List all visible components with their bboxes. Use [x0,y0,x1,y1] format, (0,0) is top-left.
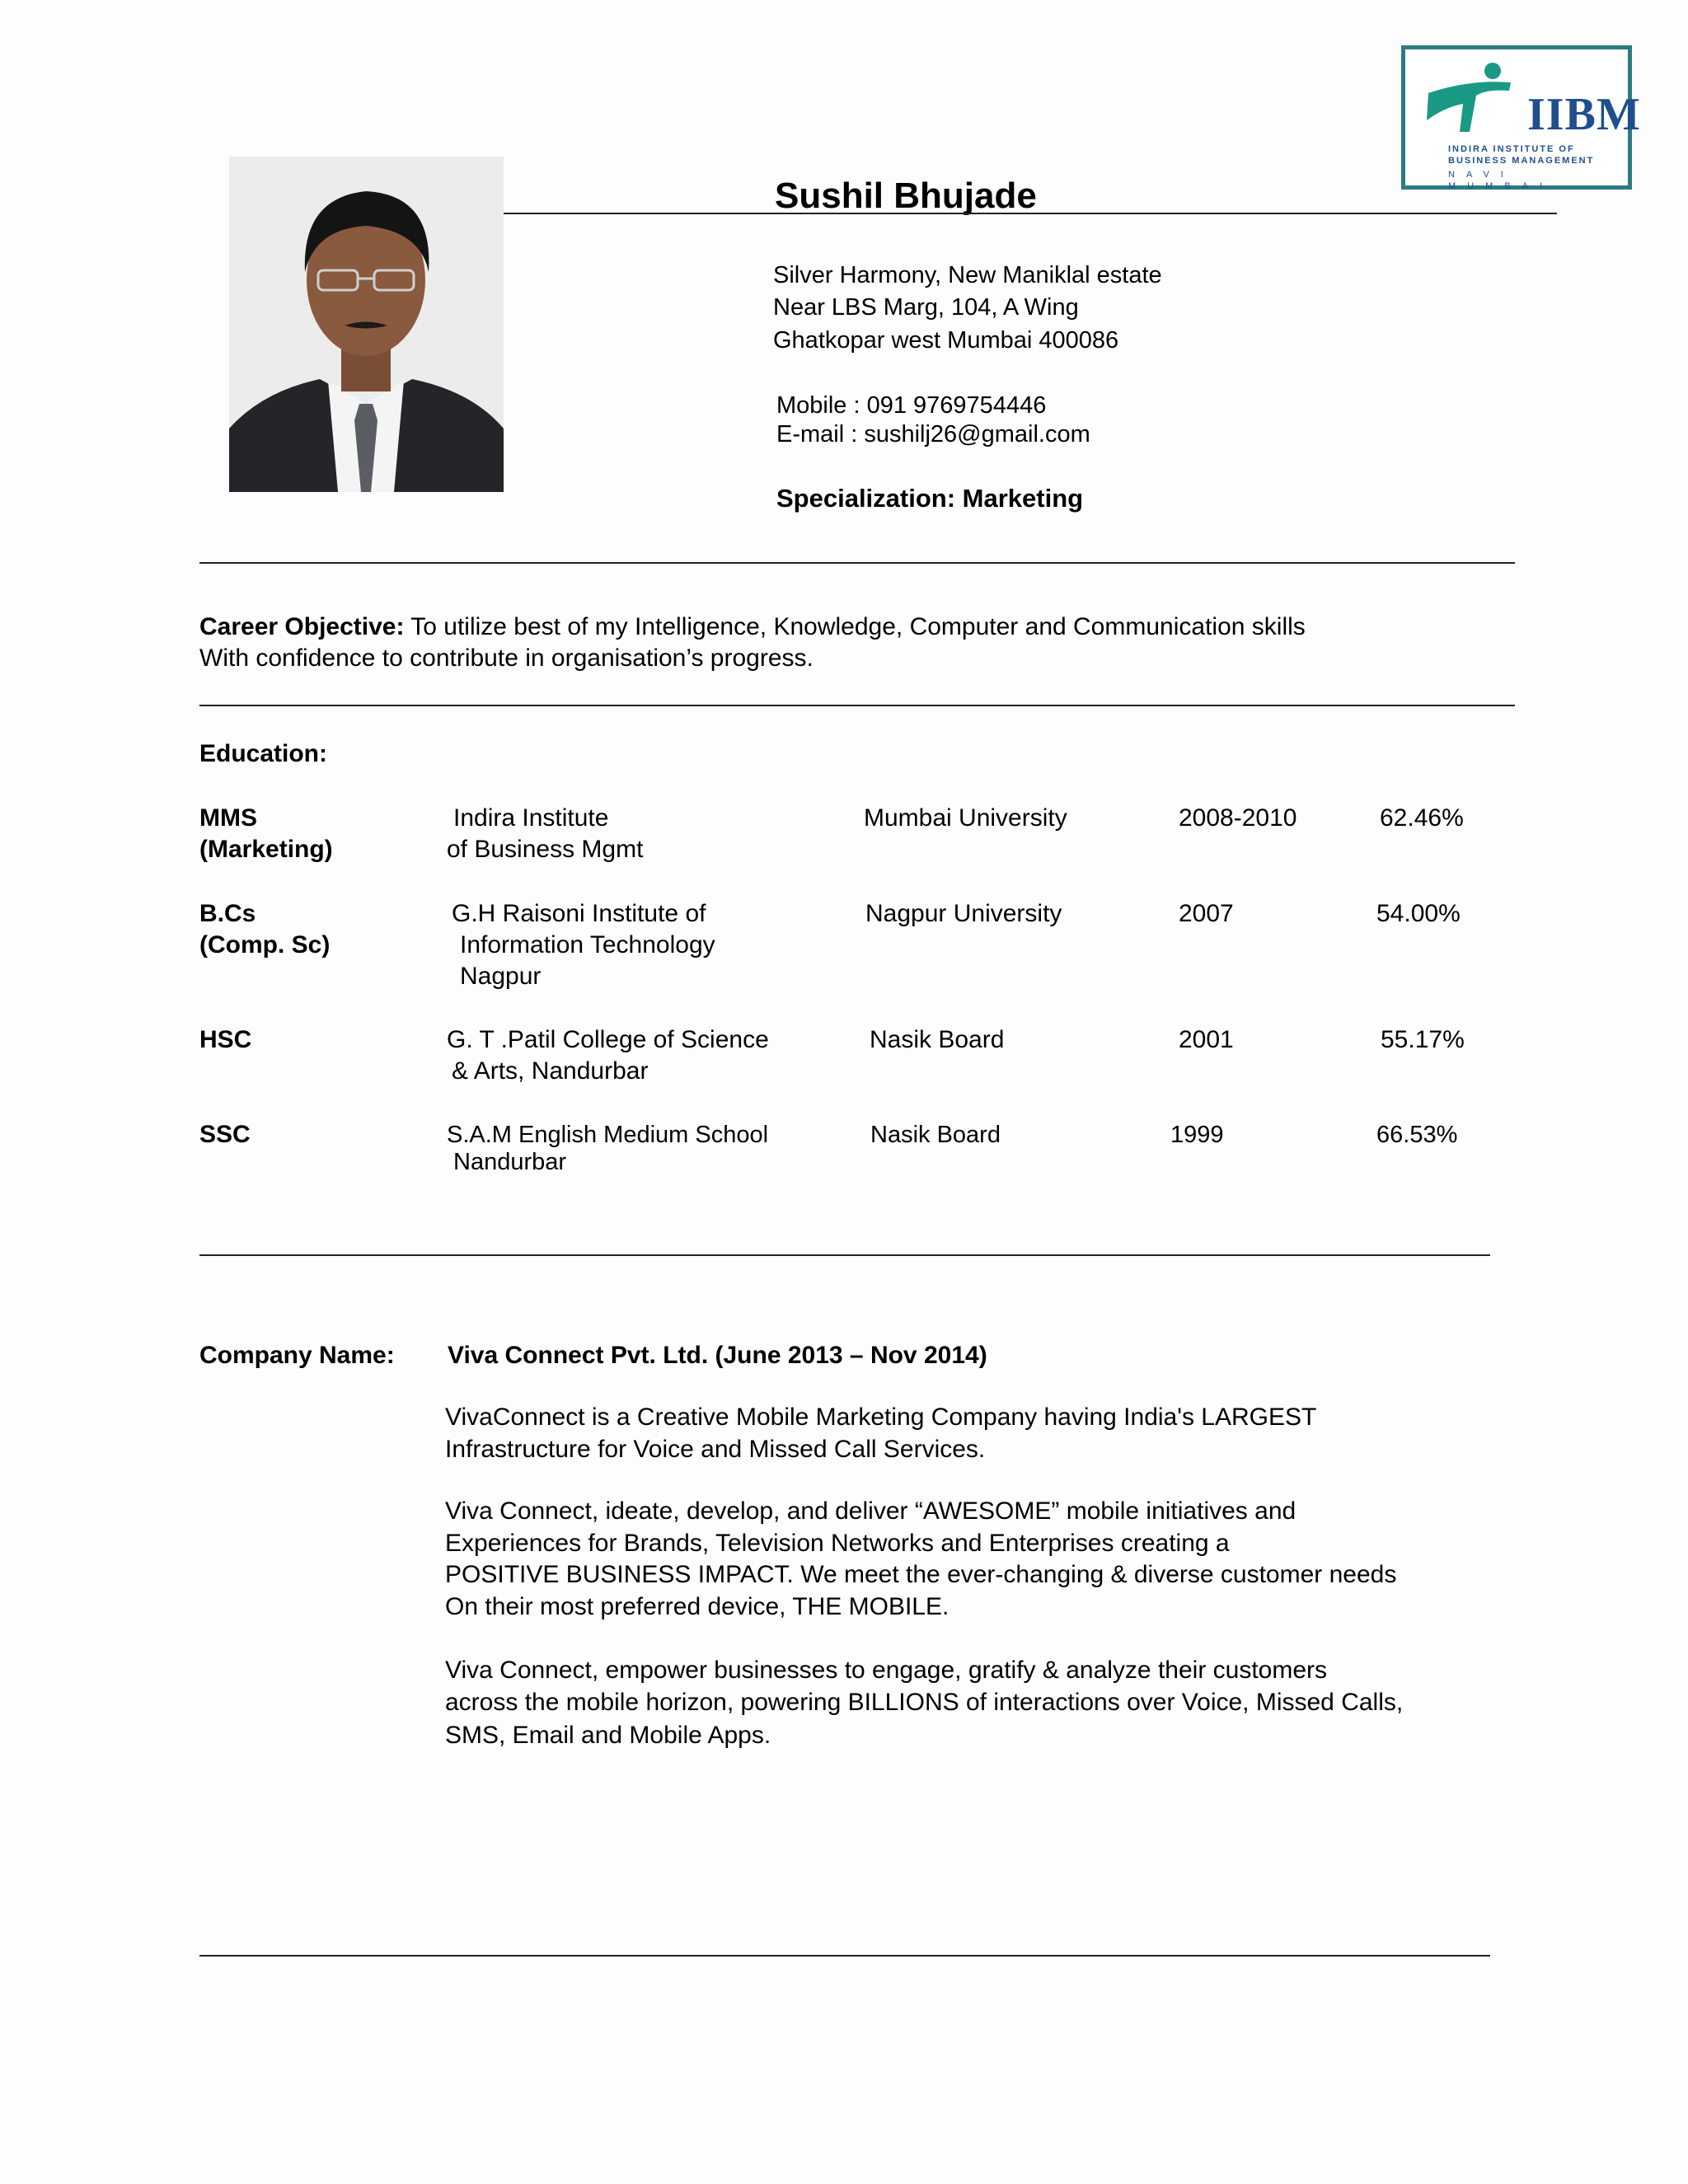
company-description-line: Experiences for Brands, Television Networks and Enterprises creating a [445,1530,1230,1557]
degree-name: SSC [199,1121,251,1148]
education-score: 54.00% [1376,900,1461,927]
company-description-line: POSITIVE BUSINESS IMPACT. We meet the ever-changing & diverse customer needs [445,1561,1397,1588]
section-divider [199,562,1515,564]
education-heading: Education: [199,740,327,767]
degree-name: B.Cs [199,900,256,927]
institute-name: G.H Raisoni Institute of [452,900,706,927]
header-divider [504,213,1557,214]
degree-specialization: (Marketing) [199,836,333,863]
address-line-1: Silver Harmony, New Maniklal estate [773,262,1162,288]
institute-name: & Arts, Nandurbar [452,1057,649,1085]
section-divider [199,1955,1490,1957]
candidate-name: Sushil Bhujade [775,176,1037,216]
logo-line-3: NAVI MUMBAI [1448,170,1554,191]
institute-name: Information Technology [460,931,715,958]
university-name: Nasik Board [870,1122,1001,1148]
career-objective-text: To utilize best of my Intelligence, Knowledge, Computer and Communication skills [404,613,1306,640]
profile-photo [229,157,504,492]
university-name: Nagpur University [865,900,1062,927]
mobile-number: Mobile : 091 9769754446 [776,392,1047,419]
degree-name: HSC [199,1026,252,1053]
company-description-line: Viva Connect, ideate, develop, and deliver “AWESOME” mobile initiatives and [445,1497,1296,1525]
address-line-2: Near LBS Marg, 104, A Wing [773,294,1079,321]
company-description-line: On their most preferred device, THE MOBILE. [445,1593,950,1620]
logo-brand-text: IIBM [1527,89,1641,140]
degree-specialization: (Comp. Sc) [199,931,331,958]
company-description-line: SMS, Email and Mobile Apps. [445,1722,771,1749]
section-divider [199,705,1515,706]
university-name: Mumbai University [864,804,1067,832]
institute-name: Nagpur [460,963,542,990]
company-name: Viva Connect Pvt. Ltd. (June 2013 – Nov 2014) [448,1342,987,1369]
company-description-line: Infrastructure for Voice and Missed Call Services. [445,1436,986,1463]
institute-name: S.A.M English Medium School [447,1122,769,1148]
education-score: 62.46% [1380,804,1464,832]
education-score: 55.17% [1381,1026,1465,1053]
education-year: 2008-2010 [1179,804,1297,832]
university-name: Nasik Board [870,1026,1005,1053]
education-score: 66.53% [1376,1122,1458,1148]
institute-name: Nandurbar [453,1149,567,1175]
career-objective-line-2: With confidence to contribute in organisation’s progress. [199,644,814,672]
institute-name: G. T .Patil College of Science [447,1026,769,1053]
degree-name: MMS [199,804,257,832]
institute-name: Indira Institute [453,804,609,832]
education-year: 1999 [1170,1122,1224,1148]
institute-name: of Business Mgmt [447,836,644,863]
logo-line-1: INDIRA INSTITUTE OF [1448,144,1575,154]
company-description-line: Viva Connect, empower businesses to engage, gratify & analyze their customers [445,1657,1328,1684]
specialization: Specialization: Marketing [776,484,1084,513]
education-year: 2007 [1179,900,1234,927]
company-description-line: across the mobile horizon, powering BILLIONS of interactions over Voice, Missed Calls, [445,1689,1404,1716]
section-divider [199,1254,1490,1256]
address-line-3: Ghatkopar west Mumbai 400086 [773,327,1119,354]
runner-figure-icon [1412,56,1527,147]
logo-line-2: BUSINESS MANAGEMENT [1448,156,1595,166]
career-objective-label: Career Objective: [199,613,405,640]
email-address: E-mail : sushilj26@gmail.com [776,421,1090,448]
company-description-line: VivaConnect is a Creative Mobile Marketing Company having India's LARGEST [445,1404,1317,1431]
education-year: 2001 [1179,1026,1234,1053]
iibm-logo [1401,45,1641,191]
company-label: Company Name: [199,1342,395,1369]
career-objective [199,612,1306,643]
